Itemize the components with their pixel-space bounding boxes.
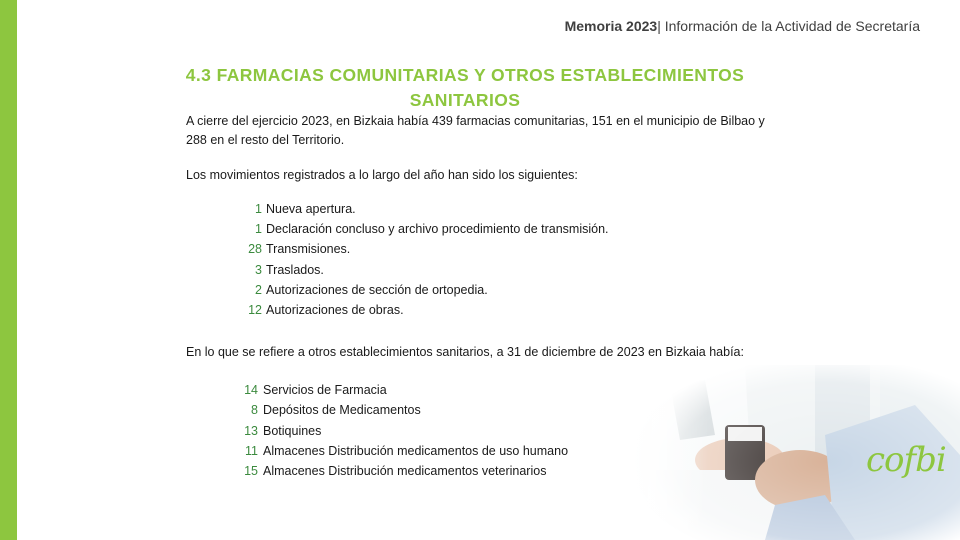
- header-subtitle: Información de la Actividad de Secretaría: [664, 18, 920, 34]
- item-label: Servicios de Farmacia: [263, 383, 387, 397]
- establishments-list: [236, 383, 568, 484]
- intro-line-1: A cierre del ejercicio 2023, en Bizkaia había 439 farmacias comunitarias, 151 en el municipio de Bilbao y: [186, 114, 765, 128]
- item-label: Traslados.: [266, 262, 324, 277]
- item-count: 28: [248, 242, 262, 257]
- list-item: [236, 383, 568, 403]
- item-count: 2: [255, 282, 262, 297]
- item-label: Transmisiones.: [266, 242, 351, 257]
- header-separator: |: [657, 18, 661, 34]
- list-item: [240, 283, 609, 303]
- header-memoria: Memoria 2023: [564, 18, 658, 34]
- list-item: [236, 464, 568, 484]
- item-label: Botiquines: [263, 423, 322, 438]
- item-count: 11: [245, 443, 258, 458]
- item-count: 8: [251, 403, 258, 418]
- item-count: 13: [244, 423, 258, 438]
- list-item: [236, 424, 568, 444]
- list-item: [240, 202, 609, 222]
- list-item: [236, 444, 568, 464]
- item-label: Autorizaciones de sección de ortopedia.: [266, 282, 488, 297]
- item-count: 14: [244, 383, 258, 397]
- item-count: 3: [255, 262, 262, 277]
- intro-line-2: 288 en el resto del Territorio.: [186, 133, 345, 147]
- item-label: Depósitos de Medicamentos: [263, 403, 421, 418]
- page-header: [565, 18, 920, 34]
- intro-paragraph: [186, 112, 826, 150]
- list-item: [240, 242, 609, 262]
- item-count: 12: [248, 302, 262, 317]
- section-title-line1: 4.3 FARMACIAS COMUNITARIAS Y OTROS ESTABLECIMIENTOS: [185, 65, 745, 85]
- cofbi-logo: cofbi: [866, 440, 946, 480]
- item-label: Declaración concluso y archivo procedimiento de transmisión.: [266, 222, 609, 237]
- section-title-line2: SANITARIOS: [409, 90, 521, 110]
- item-count: 15: [244, 464, 258, 479]
- item-label: Almacenes Distribución medicamentos veterinarios: [263, 464, 547, 479]
- item-label: Nueva apertura.: [266, 202, 356, 216]
- establishments-intro: En lo que se refiere a otros establecimientos sanitarios, a 31 de diciembre de 2023 en Bizkaia había:: [186, 345, 744, 359]
- list-item: [240, 263, 609, 283]
- list-item: [240, 303, 609, 323]
- list-item: [240, 222, 609, 242]
- movements-list: [240, 202, 609, 323]
- list-item: [236, 403, 568, 423]
- item-count: 1: [255, 222, 262, 237]
- left-accent-bar: [0, 0, 17, 540]
- movements-intro: Los movimientos registrados a lo largo del año han sido los siguientes:: [186, 168, 578, 182]
- section-title: [150, 63, 780, 113]
- item-count: 1: [255, 202, 262, 216]
- item-label: Autorizaciones de obras.: [266, 302, 404, 317]
- item-label: Almacenes Distribución medicamentos de uso humano: [263, 443, 569, 458]
